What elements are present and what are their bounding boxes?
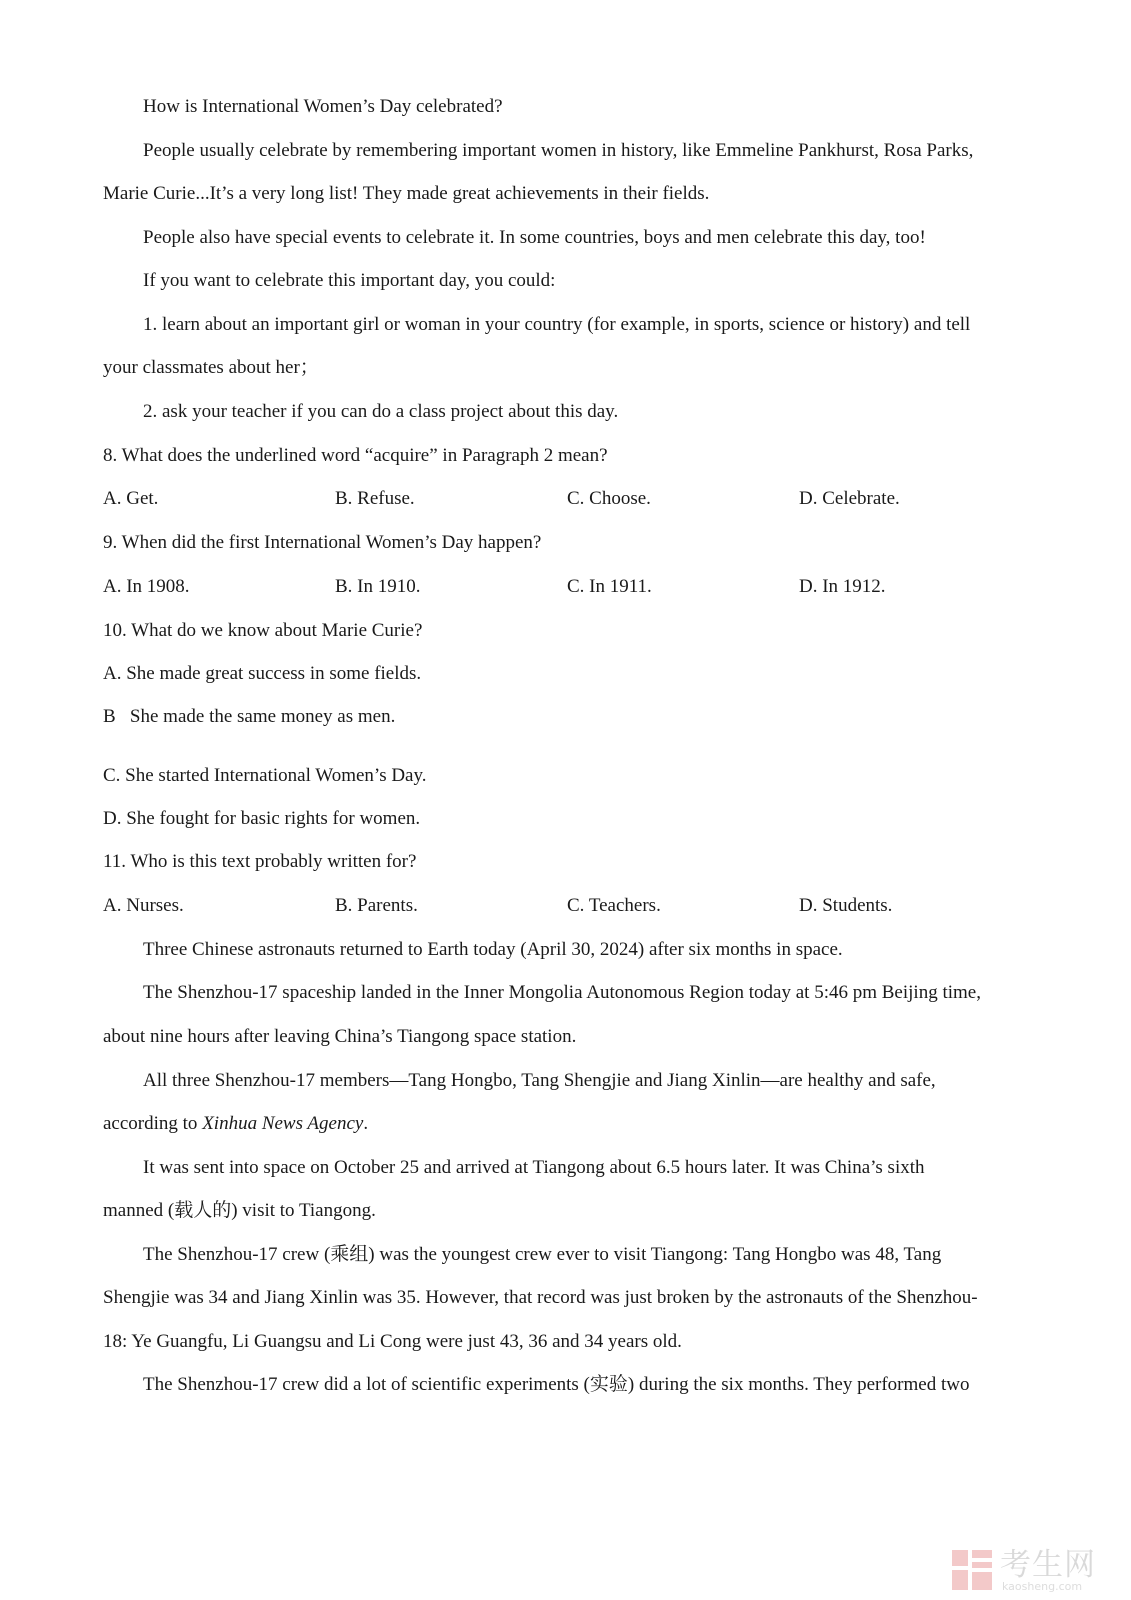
q9-option-a: A. In 1908.: [103, 576, 190, 597]
paragraph-you-could: If you want to celebrate this important day, you could:: [143, 270, 556, 291]
watermark-name: 考生网: [1000, 1547, 1096, 1583]
q8-option-b: B. Refuse.: [335, 488, 415, 509]
watermark-url: kaosheng.com: [1002, 1580, 1083, 1593]
q10-option-c: C. She started International Women’s Day.: [103, 765, 427, 786]
passage-landing-line2: about nine hours after leaving China’s Tiangong space station.: [103, 1026, 577, 1047]
question-9: 9. When did the first International Women’s Day happen?: [103, 532, 542, 553]
kaosheng-logo-icon: [950, 1548, 994, 1592]
passage-astronauts-returned: Three Chinese astronauts returned to Earth today (April 30, 2024) after six months in space.: [143, 939, 843, 960]
paragraph-celebrate-line2: Marie Curie...It’s a very long list! They made great achievements in their fields.: [103, 183, 710, 204]
list-item-1-line1: 1. learn about an important girl or woman in your country (for example, in sports, science or history) and tell: [143, 314, 971, 335]
question-11: 11. Who is this text probably written for?: [103, 851, 417, 872]
q11-option-d: D. Students.: [799, 895, 893, 916]
passage-landing-line1: The Shenzhou-17 spaceship landed in the Inner Mongolia Autonomous Region today at 5:46 pm Beijing time,: [143, 982, 981, 1003]
q10-option-a: A. She made great success in some fields.: [103, 663, 422, 684]
q9-option-d: D. In 1912.: [799, 576, 886, 597]
list-item-2: 2. ask your teacher if you can do a class project about this day.: [143, 401, 619, 422]
watermark: [950, 1548, 1115, 1594]
q8-option-c: C. Choose.: [567, 488, 651, 509]
passage-crew-line2: Shengjie was 34 and Jiang Xinlin was 35. However, that record was just broken by the astronauts of the Shenzhou-: [103, 1287, 978, 1308]
q9-option-b: B. In 1910.: [335, 576, 421, 597]
paragraph-question-heading: How is International Women’s Day celebrated?: [143, 96, 503, 117]
q9-option-c: C. In 1911.: [567, 576, 652, 597]
passage-launch-line1: It was sent into space on October 25 and arrived at Tiangong about 6.5 hours later. It was China’s sixth: [143, 1157, 925, 1178]
q11-option-a: A. Nurses.: [103, 895, 184, 916]
q8-option-a: A. Get.: [103, 488, 159, 509]
q11-option-b: B. Parents.: [335, 895, 418, 916]
passage-experiments: The Shenzhou-17 crew did a lot of scientific experiments (实验) during the six months. They performed two: [143, 1374, 970, 1395]
question-10: 10. What do we know about Marie Curie?: [103, 620, 423, 641]
passage-launch-line2: manned (载人的) visit to Tiangong.: [103, 1200, 376, 1221]
passage-members-line1: All three Shenzhou-17 members—Tang Hongbo, Tang Shengjie and Jiang Xinlin—are healthy and safe,: [143, 1070, 936, 1091]
passage-crew-line3: 18: Ye Guangfu, Li Guangsu and Li Cong were just 43, 36 and 34 years old.: [103, 1331, 682, 1352]
q10-option-b: B She made the same money as men.: [103, 706, 396, 727]
passage-crew-line1: The Shenzhou-17 crew (乘组) was the youngest crew ever to visit Tiangong: Tang Hongbo was 48, Tang: [143, 1244, 942, 1265]
paragraph-celebrate-line1: People usually celebrate by remembering important women in history, like Emmeline Pankhurst, Rosa Parks,: [143, 140, 974, 161]
source-suffix: .: [363, 1113, 369, 1134]
passage-members-line2: [103, 1112, 1021, 1136]
q10-option-d: D. She fought for basic rights for women.: [103, 808, 421, 829]
question-8: 8. What does the underlined word “acquire” in Paragraph 2 mean?: [103, 445, 608, 466]
q11-option-c: C. Teachers.: [567, 895, 661, 916]
paragraph-events: People also have special events to celebrate it. In some countries, boys and men celebrate this day, too!: [143, 227, 926, 248]
list-item-1-line2: your classmates about her；: [103, 357, 319, 378]
news-agency-name: Xinhua News Agency: [202, 1113, 364, 1134]
source-prefix: according to: [103, 1113, 203, 1134]
q8-option-d: D. Celebrate.: [799, 488, 900, 509]
